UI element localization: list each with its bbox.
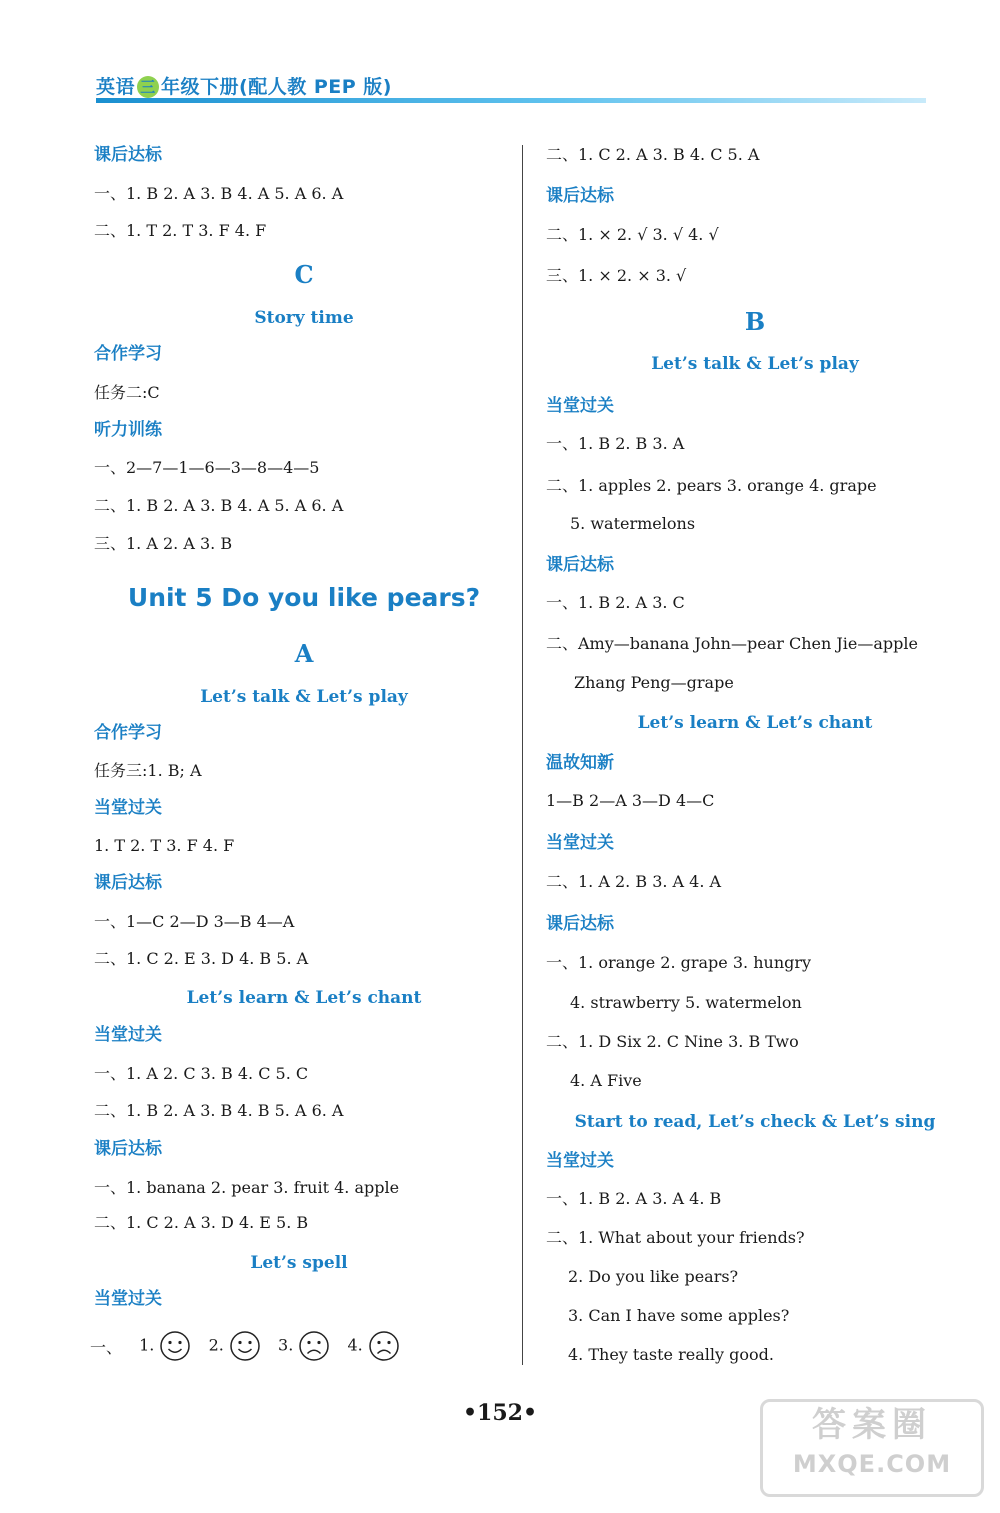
answer-line: 4. strawberry 5. watermelon (570, 993, 802, 1012)
section-heading: 课后达标 (94, 145, 162, 165)
column-divider (522, 145, 523, 1365)
lesson-title: Start to read, Let’s check & Let’s sing (574, 1112, 936, 1132)
answer-line: 一、1. A 2. C 3. B 4. C 5. C (94, 1064, 309, 1083)
answer-line: 5. watermelons (570, 514, 696, 533)
answer-line: 二、1. B 2. A 3. B 4. B 5. A 6. A (94, 1101, 344, 1120)
answer-line: 二、1. C 2. A 3. D 4. E 5. B (94, 1213, 309, 1232)
section-heading: 当堂过关 (546, 833, 614, 853)
section-heading: 课后达标 (94, 1139, 162, 1159)
answer-line: 三、1. A 2. A 3. B (94, 534, 233, 553)
section-heading: 合作学习 (94, 344, 162, 364)
lesson-title: Let’s spell (250, 1253, 348, 1273)
answer-line: 任务二:C (94, 383, 160, 402)
watermark-domain: MXQE.COM (792, 1450, 952, 1478)
answer-line: 一、1. B 2. A 3. C (546, 593, 685, 612)
header-rule (96, 98, 926, 103)
page-header (96, 72, 926, 104)
section-heading: 当堂过关 (546, 396, 614, 416)
section-heading: 当堂过关 (546, 1151, 614, 1171)
happy-face-icon (229, 1330, 261, 1362)
unit-title: Unit 5 Do you like pears? (127, 583, 481, 612)
answer-line: 2. Do you like pears? (568, 1267, 739, 1286)
answer-line: 4. They taste really good. (568, 1345, 774, 1364)
lesson-title: Let’s learn & Let’s chant (637, 713, 873, 733)
face-answer-number: 2. (208, 1335, 224, 1355)
answer-line: 一、1. orange 2. grape 3. hungry (546, 953, 812, 972)
site-watermark (760, 1399, 984, 1497)
face-answer-number: 3. (278, 1335, 294, 1355)
sad-face-icon (298, 1330, 330, 1362)
answer-line: 三、1. × 2. × 3. √ (546, 266, 687, 285)
answer-line: 一、1. B 2. B 3. A (546, 434, 685, 453)
answer-line: 二、1. T 2. T 3. F 4. F (94, 221, 267, 240)
face-answer-number: 1. (139, 1335, 155, 1355)
part-letter: A (294, 639, 314, 668)
answer-line: 一、2—7—1—6—3—8—4—5 (94, 458, 320, 477)
section-heading: 当堂过关 (94, 798, 162, 818)
answer-line: 二、1. What about your friends? (546, 1228, 805, 1247)
answer-line: 一、1. banana 2. pear 3. fruit 4. apple (94, 1178, 400, 1197)
face-answer (139, 1330, 191, 1362)
answer-line: 二、1. apples 2. pears 3. orange 4. grape (546, 476, 877, 495)
header-book: 年级下册(配人教 PEP 版) (161, 76, 392, 98)
answer-line: 3. Can I have some apples? (568, 1306, 790, 1325)
header-subject: 英语 (96, 76, 136, 98)
header-grade-badge: 三 (137, 76, 159, 98)
section-heading: 课后达标 (94, 873, 162, 893)
answer-line: 二、Amy—banana John—pear Chen Jie—apple (546, 634, 918, 653)
answer-line: 任务三:1. B; A (94, 761, 202, 780)
section-heading: 当堂过关 (94, 1025, 162, 1045)
answer-line: 一、1. B 2. A 3. B 4. A 5. A 6. A (94, 184, 344, 203)
answer-line: 4. A Five (570, 1071, 642, 1090)
section-heading: 听力训练 (94, 420, 162, 440)
answer-line: 1—B 2—A 3—D 4—C (546, 791, 715, 810)
watermark-logo-text: 答案圈 (812, 1405, 932, 1445)
face-answer (278, 1330, 330, 1362)
lesson-title: Let’s talk & Let’s play (200, 687, 408, 707)
section-heading: 温故知新 (546, 753, 614, 773)
face-answer (347, 1330, 399, 1362)
section-heading: 合作学习 (94, 723, 162, 743)
section-heading: 课后达标 (546, 555, 614, 575)
face-answers (90, 1330, 412, 1362)
happy-face-icon (159, 1330, 191, 1362)
answer-line: 二、1. B 2. A 3. B 4. A 5. A 6. A (94, 496, 344, 515)
answer-line: 二、1. × 2. √ 3. √ 4. √ (546, 225, 719, 244)
face-answer (209, 1330, 261, 1362)
section-heading: 课后达标 (546, 914, 614, 934)
answer-line: 二、1. C 2. E 3. D 4. B 5. A (94, 949, 309, 968)
answer-line: 二、1. C 2. A 3. B 4. C 5. A (546, 145, 760, 164)
answer-line: 二、1. D Six 2. C Nine 3. B Two (546, 1032, 799, 1051)
answer-line: Zhang Peng—grape (574, 673, 734, 692)
face-answers-prefix: 一、 (90, 1337, 123, 1357)
section-heading: 当堂过关 (94, 1289, 162, 1309)
lesson-title: Let’s learn & Let’s chant (186, 988, 422, 1008)
sad-face-icon (368, 1330, 400, 1362)
page-number: •152• (462, 1400, 538, 1426)
answer-line: 二、1. A 2. B 3. A 4. A (546, 872, 722, 891)
header-title (96, 72, 392, 99)
section-heading: 课后达标 (546, 186, 614, 206)
answer-line: 一、1. B 2. A 3. A 4. B (546, 1189, 722, 1208)
answer-line: 一、1—C 2—D 3—B 4—A (94, 912, 295, 931)
face-answer-number: 4. (347, 1335, 363, 1355)
answer-line: 1. T 2. T 3. F 4. F (94, 836, 235, 855)
part-letter: C (294, 260, 314, 289)
part-letter: B (744, 307, 766, 336)
lesson-title: Let’s talk & Let’s play (651, 354, 859, 374)
lesson-title: Story time (254, 308, 354, 328)
